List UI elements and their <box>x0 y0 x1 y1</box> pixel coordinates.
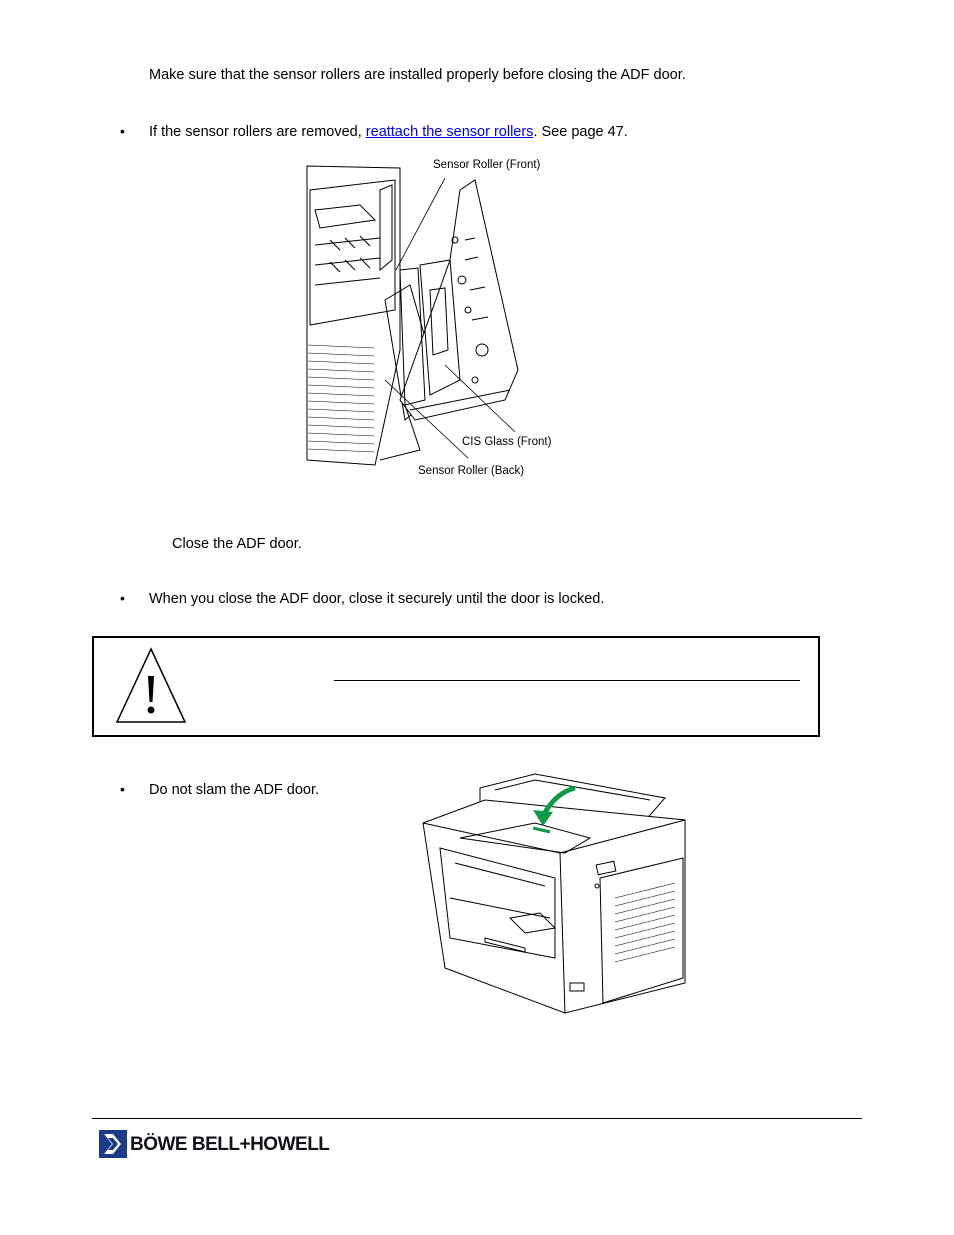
label-sensor-roller-front: Sensor Roller (Front) <box>433 159 541 171</box>
bullet-item-close-securely: When you close the ADF door, close it securely until the door is locked. <box>149 591 605 607</box>
bullet-marker: • <box>120 590 125 606</box>
bullet-text-prefix: If the sensor rollers are removed, <box>149 124 366 140</box>
warning-underline <box>334 680 800 681</box>
bullet-marker: • <box>120 781 125 797</box>
warning-box <box>92 636 820 737</box>
note-text: Make sure that the sensor rollers are installed properly before closing the ADF door. <box>149 67 686 83</box>
bullet-item-do-not-slam: Do not slam the ADF door. <box>149 782 320 798</box>
bullet-item-reattach <box>149 123 628 141</box>
footer-divider <box>92 1118 862 1119</box>
reattach-sensor-rollers-link[interactable]: reattach the sensor rollers <box>365 124 534 140</box>
footer-brand: BÖWE BELL+HOWELL <box>130 1134 330 1155</box>
bullet-marker: • <box>120 123 125 139</box>
scanner-closed-illustration <box>415 768 695 1018</box>
label-sensor-roller-back: Sensor Roller (Back) <box>418 465 525 477</box>
warning-exclamation-icon <box>114 646 188 726</box>
bbh-logo-icon <box>99 1130 127 1158</box>
label-cis-glass-front: CIS Glass (Front) <box>462 436 552 448</box>
figure-adf-closing <box>415 768 695 1018</box>
step-text: Close the ADF door. <box>172 536 302 552</box>
bullet-text-suffix: . See page 47. <box>533 124 628 140</box>
